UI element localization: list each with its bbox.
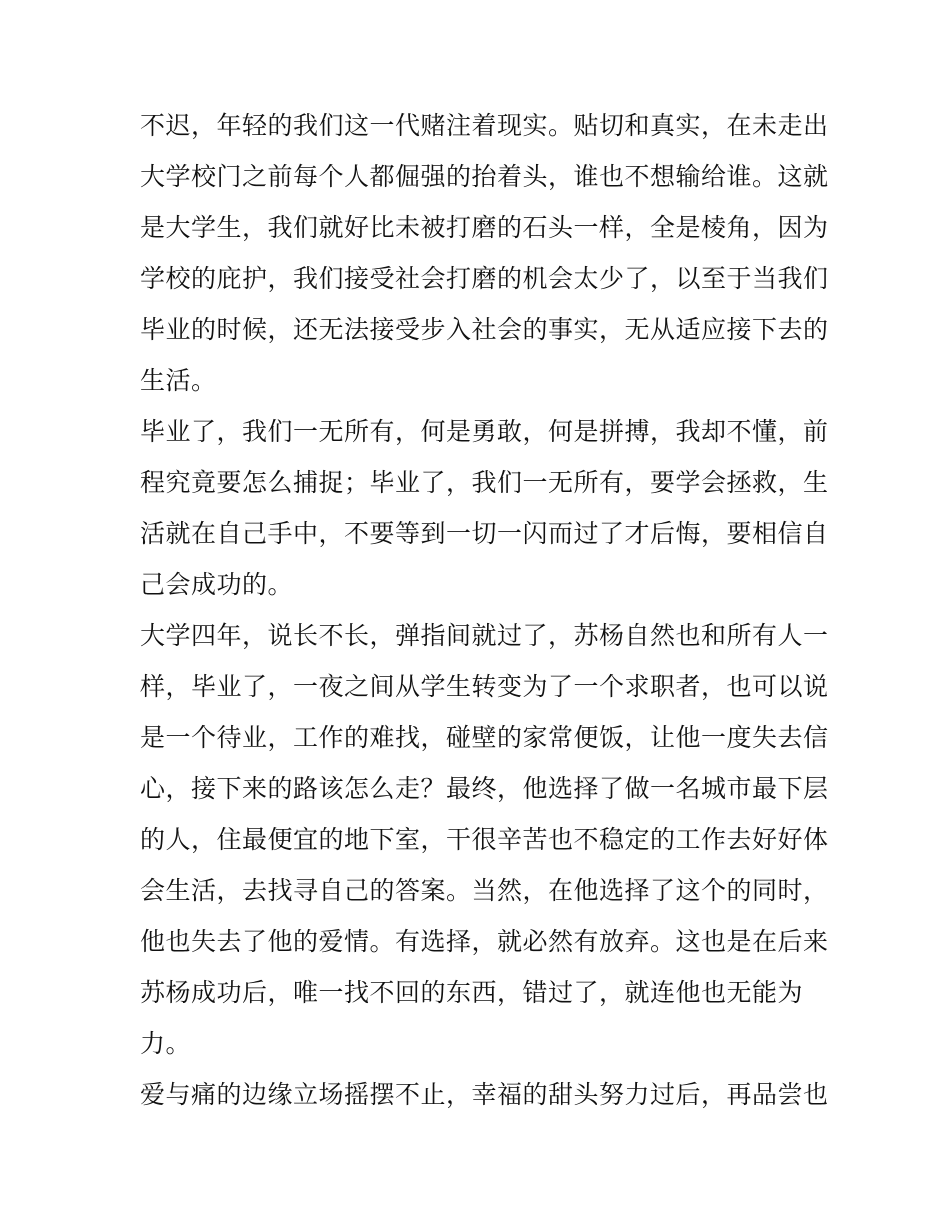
paragraph-3-line-3: 是一个待业，工作的难找，碰壁的家常便饭，让他一度失去信 (140, 723, 829, 752)
paragraph-3-line-7: 他也失去了他的爱情。有选择，就必然有放弃。这也是在后来 (140, 927, 829, 956)
paragraph-3-line-8: 苏杨成功后，唯一找不回的东西，错过了，就连他也无能为 (140, 978, 804, 1007)
paragraph-2-line-4: 己会成功的。 (140, 570, 294, 599)
paragraph-1-line-2: 大学校门之前每个人都倔强的抬着头，谁也不想输给谁。这就 (140, 162, 829, 191)
paragraph-1-line-3: 是大学生，我们就好比未被打磨的石头一样，全是棱角，因为 (140, 213, 829, 242)
paragraph-1-line-6: 生活。 (140, 366, 217, 395)
paragraph-1-line-1: 不迟，年轻的我们这一代赌注着现实。贴切和真实，在未走出 (140, 111, 829, 140)
paragraph-2-line-1: 毕业了，我们一无所有，何是勇敢，何是拼搏，我却不懂，前 (140, 417, 829, 446)
paragraph-3-line-2: 样，毕业了，一夜之间从学生转变为了一个求职者，也可以说 (140, 672, 829, 701)
paragraph-3-line-5: 的人，住最便宜的地下室，干很辛苦也不稳定的工作去好好体 (140, 825, 829, 854)
paragraph-2-line-3: 活就在自己手中，不要等到一切一闪而过了才后悔，要相信自 (140, 519, 829, 548)
paragraph-3-line-9: 力。 (140, 1029, 192, 1058)
paragraph-3-line-6: 会生活，去找寻自己的答案。当然，在他选择了这个的同时， (140, 876, 829, 905)
paragraph-1-line-5: 毕业的时候，还无法接受步入社会的事实，无从适应接下去的 (140, 315, 829, 344)
paragraph-3-line-4: 心，接下来的路该怎么走？最终，他选择了做一名城市最下层 (140, 774, 829, 803)
paragraph-2-line-2: 程究竟要怎么捕捉；毕业了，我们一无所有，要学会拯救，生 (140, 468, 829, 497)
paragraph-3-line-1: 大学四年，说长不长，弹指间就过了，苏杨自然也和所有人一 (140, 621, 829, 650)
paragraph-4-line-1: 爱与痛的边缘立场摇摆不止，幸福的甜头努力过后，再品尝也 (140, 1080, 829, 1109)
paragraph-1-line-4: 学校的庇护，我们接受社会打磨的机会太少了，以至于当我们 (140, 264, 829, 293)
document-body (140, 100, 829, 1120)
